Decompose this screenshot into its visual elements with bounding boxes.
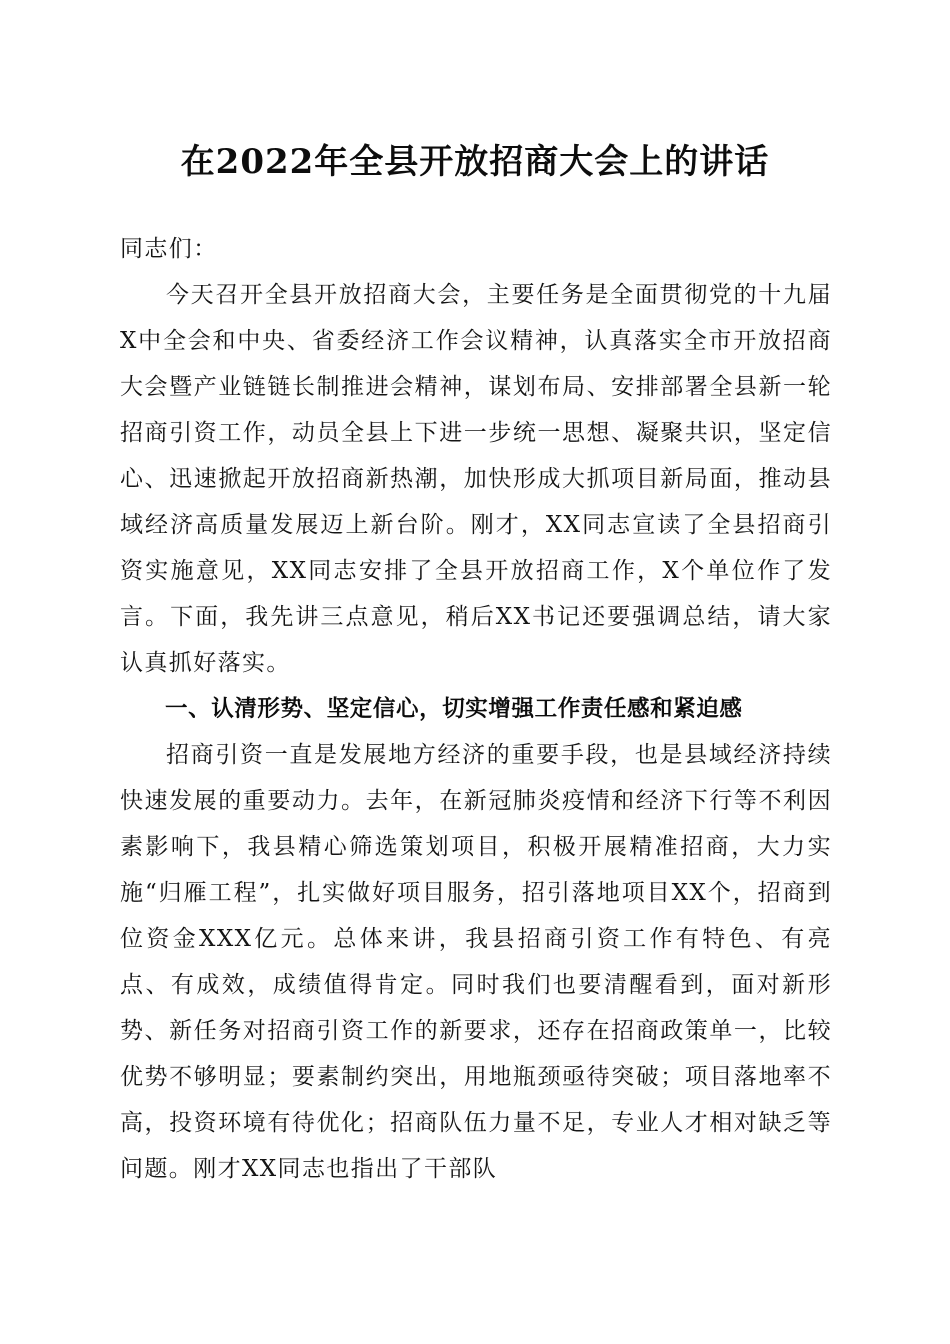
speech-title: 在2022年全县开放招商大会上的讲话 [180, 142, 770, 182]
salutation: 同志们： [120, 236, 218, 262]
section-1-paragraph: 招商引资一直是发展地方经济的重要手段，也是县域经济持续快速发展的重要动力。去年，在新冠肺炎疫情和经济下行等不利因素影响下，我县精心筛选策划项目，积极开展精准招商，大力实施“归雁工程”，扎实做好项目服务，招引落地项目XX个，招商到位资金XXX亿元。总体来讲，我县招商引资工作有特色、有亮点、有成效，成绩值得肯定。同时我们也要清醒看到，面对新形势、新任务对招商引资工作的新要求，还存在招商政策单一，比较优势不够明显；要素制约突出，用地瓶颈亟待突破；项目落地率不高，投资环境有待优化；招商队伍力量不足，专业人才相对缺乏等问题。刚才XX同志也指出了干部队 [120, 742, 832, 1182]
speech-body [120, 226, 832, 1192]
section-1-heading: 一、认清形势、坚定信心，切实增强工作责任感和紧迫感 [165, 696, 743, 722]
intro-paragraph: 今天召开全县开放招商大会，主要任务是全面贯彻党的十九届X中全会和中央、省委经济工作会议精神，认真落实全市开放招商大会暨产业链链长制推进会精神，谋划布局、安排部署全县新一轮招商引资工作，动员全县上下进一步统一思想、凝聚共识，坚定信心、迅速掀起开放招商新热潮，加快形成大抓项目新局面，推动县域经济高质量发展迈上新台阶。刚才，XX同志宣读了全县招商引资实施意见，XX同志安排了全县开放招商工作，X个单位作了发言。下面，我先讲三点意见，稍后XX书记还要强调总结，请大家认真抓好落实。 [120, 282, 832, 676]
